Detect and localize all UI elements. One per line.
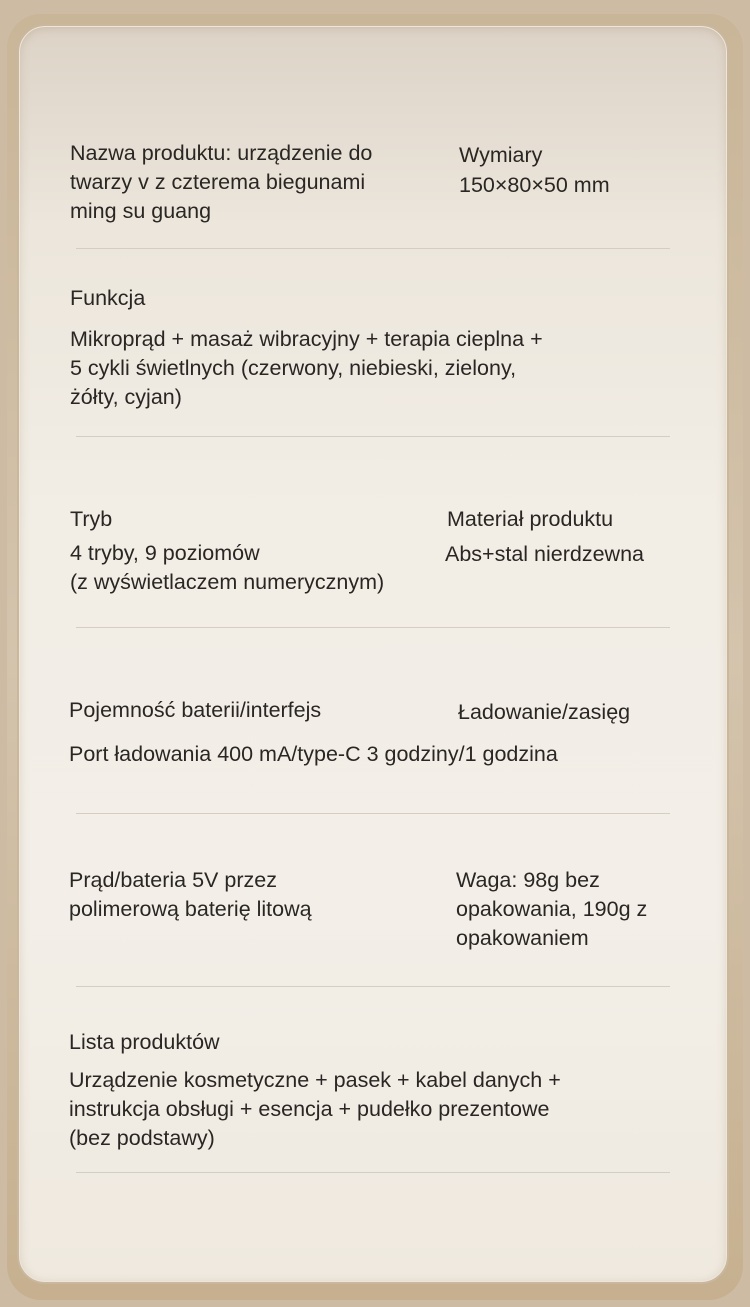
material-label: Materiał produktu bbox=[447, 507, 614, 531]
divider bbox=[76, 627, 670, 628]
mode-text: 4 tryby, 9 poziomów (z wyświetlaczem numerycznym) bbox=[70, 541, 385, 594]
mode-label: Tryb bbox=[70, 507, 113, 531]
product-name-text: Nazwa produktu: urządzenie do twarzy v z czterema biegunami ming su guang bbox=[70, 141, 373, 223]
divider bbox=[76, 1172, 670, 1173]
divider bbox=[76, 436, 670, 437]
function-label: Funkcja bbox=[70, 286, 146, 310]
dimensions-label: Wymiary bbox=[459, 143, 543, 167]
divider bbox=[76, 813, 670, 814]
material-value: Abs+stal nierdzewna bbox=[445, 542, 644, 566]
battery-interface-label: Pojemność baterii/interfejs bbox=[69, 698, 322, 722]
weight-text: Waga: 98g bez opakowania, 190g z opakowaniem bbox=[456, 868, 648, 950]
divider bbox=[76, 248, 670, 249]
product-list-label: Lista produktów bbox=[69, 1030, 220, 1054]
dimensions-value: 150×80×50 mm bbox=[459, 173, 610, 197]
charging-range-label: Ładowanie/zasięg bbox=[458, 700, 631, 724]
product-list-text: Urządzenie kosmetyczne + pasek + kabel danych + instrukcja obsługi + esencja + pudełko prezentowe (bez podstawy) bbox=[69, 1068, 561, 1150]
divider bbox=[76, 986, 670, 987]
battery-interface-value: Port ładowania 400 mA/type-C 3 godziny/1 godzina bbox=[69, 742, 558, 766]
function-text: Mikroprąd + masaż wibracyjny + terapia cieplna + 5 cykli świetlnych (czerwony, niebieski, zielony, żółty, cyjan) bbox=[70, 327, 543, 409]
power-text: Prąd/bateria 5V przez polimerową baterię litową bbox=[69, 868, 312, 921]
